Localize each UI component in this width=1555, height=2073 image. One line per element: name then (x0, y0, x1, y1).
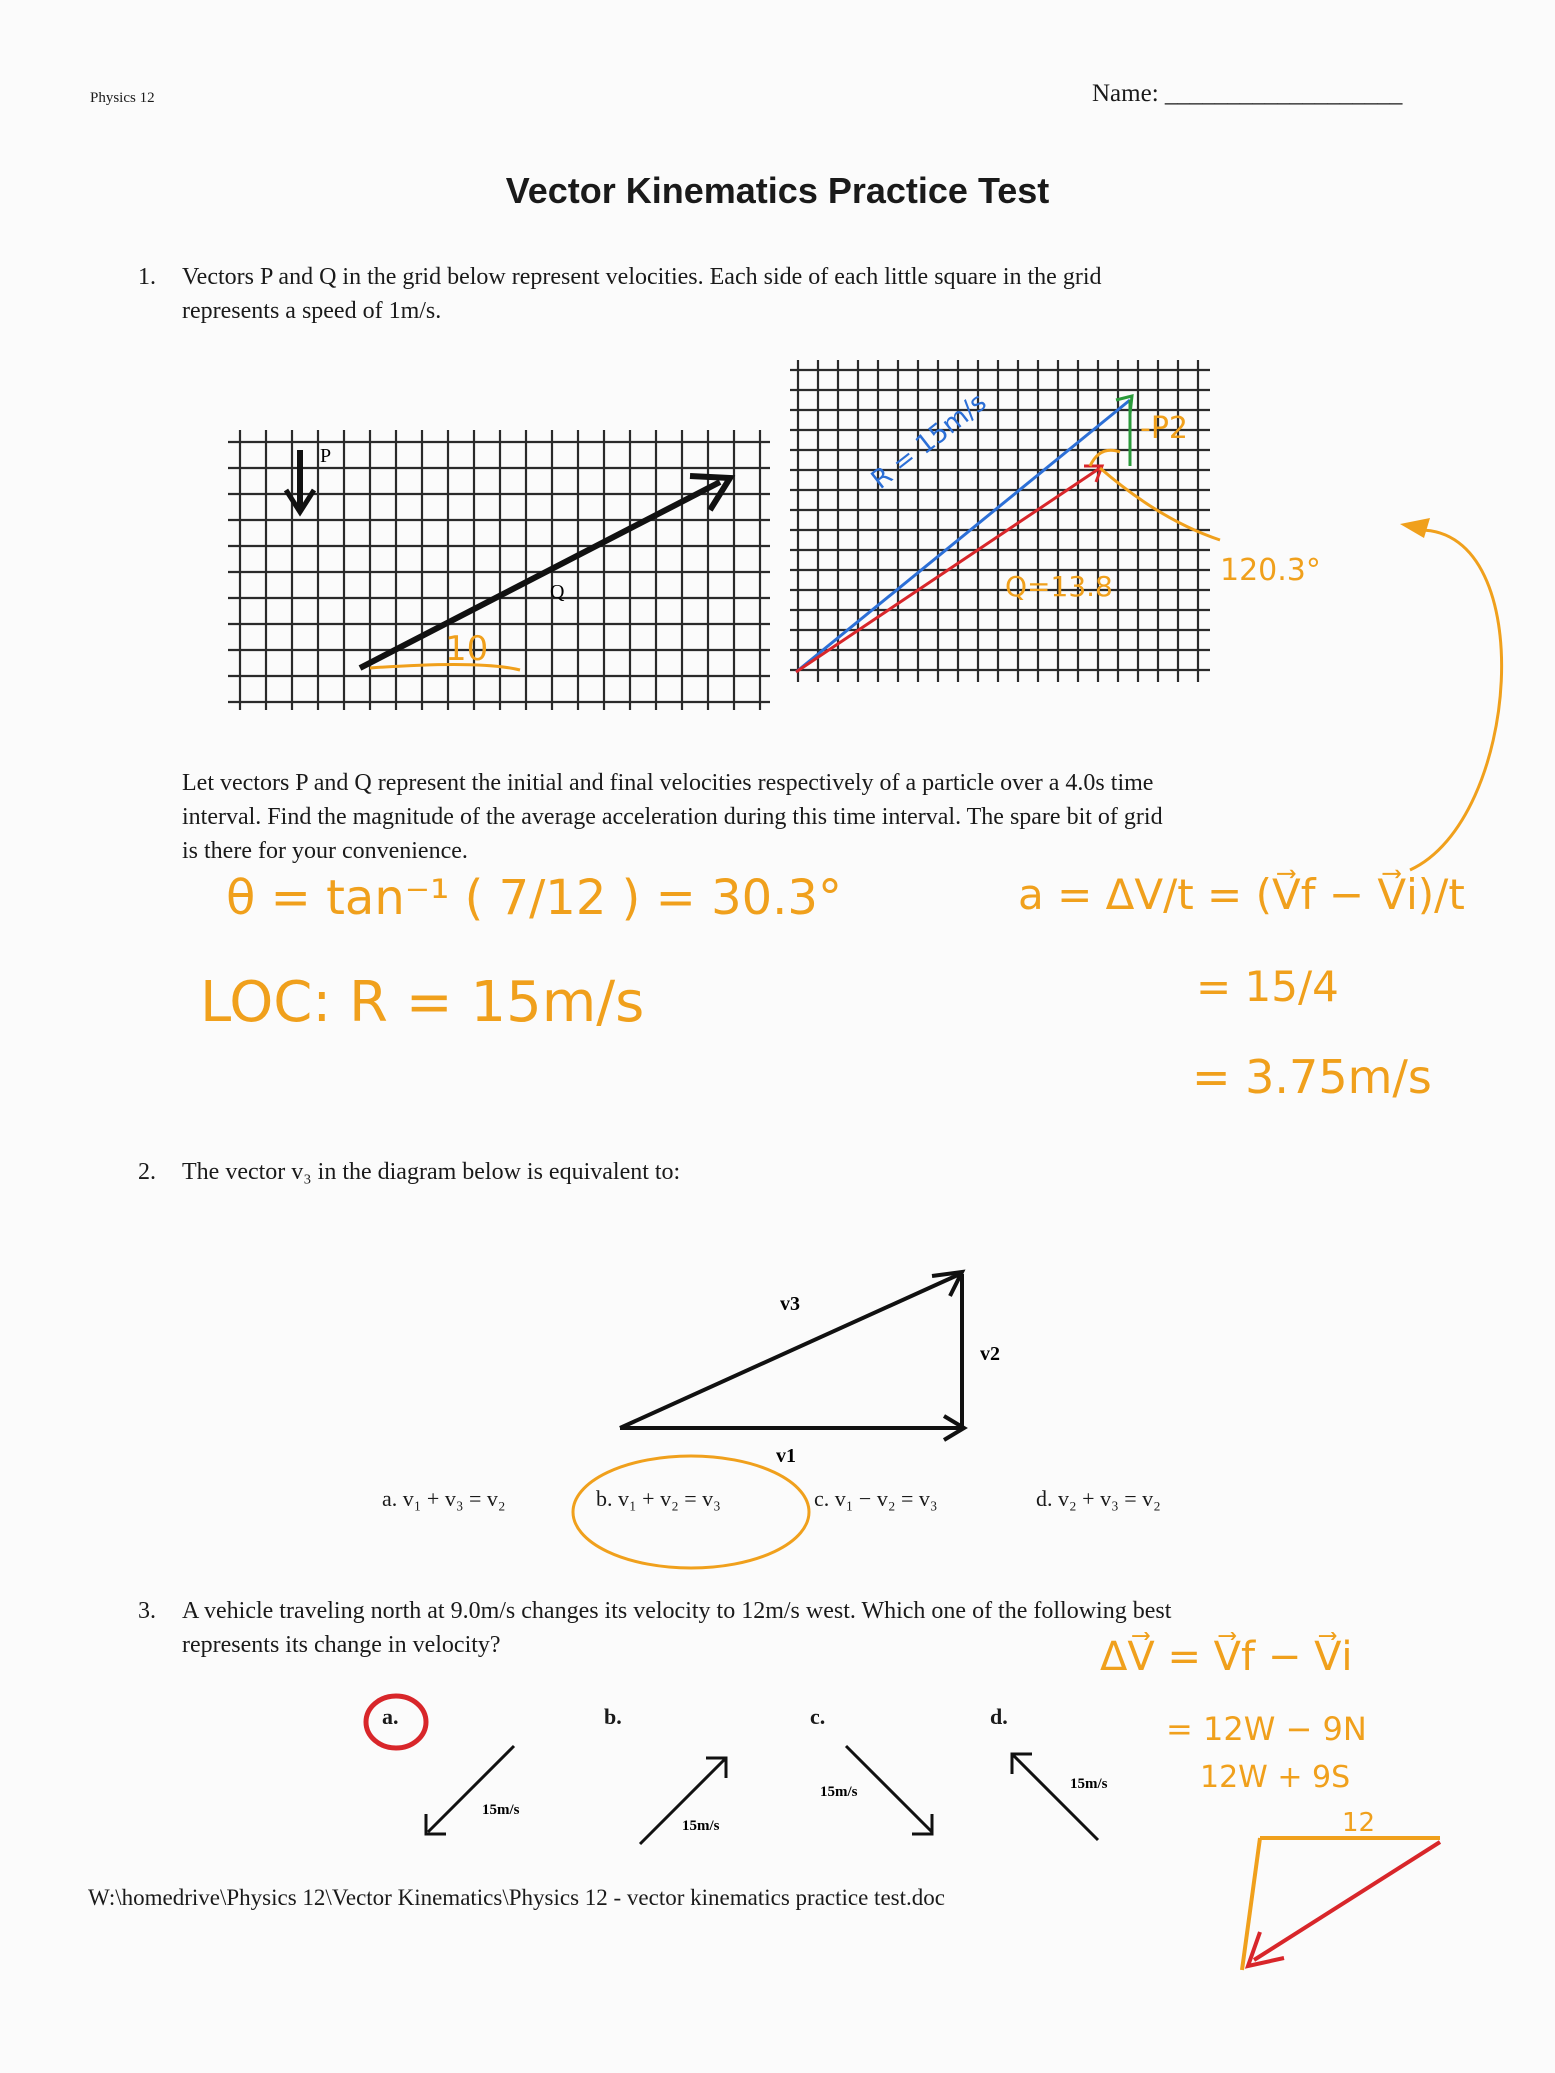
arrow-c (846, 1746, 932, 1832)
q-hand-label: Q=13.8 (1005, 570, 1113, 603)
vector-q-line (360, 482, 720, 668)
q1-para-1: Let vectors P and Q represent the initial and final velocities respectively of a particle over a 4.0s time (182, 770, 1154, 796)
q3-text-1: A vehicle traveling north at 9.0m/s changes its velocity to 12m/s west. Which one of the following best (182, 1598, 1172, 1624)
q2-vector-diagram (600, 1250, 1020, 1480)
hand-accel-equation: a = ΔV/t = (V⃗f − V⃗i)/t (1018, 870, 1465, 919)
hand-theta-equation: θ = tan⁻¹ ( 7/12 ) = 30.3° (226, 870, 842, 926)
arrow-d (1012, 1754, 1098, 1840)
theta-mark: 10 (445, 629, 489, 669)
arrow-d-label: 15m/s (1070, 1776, 1108, 1792)
q2-option-c: c. v₁ − v₂ = v₃ (814, 1486, 938, 1511)
neg-p-hand-label: -P2 (1140, 411, 1189, 446)
arrow-a-label: 15m/s (482, 1802, 520, 1818)
v2-label: v2 (980, 1343, 1000, 1365)
q2-option-a: a. v₁ + v₃ = v₂ (382, 1486, 506, 1511)
hand-loc-equation: LOC: R = 15m/s (200, 970, 645, 1035)
v3-label: v3 (780, 1293, 800, 1315)
r-hand-label: R = 15m/s (865, 387, 993, 496)
course-label: Physics 12 (90, 90, 155, 106)
angle-hand-label: 120.3° (1220, 553, 1321, 588)
vector-r-line (796, 400, 1130, 672)
q2-option-b: b. v₁ + v₂ = v₃ (596, 1486, 721, 1511)
page-title: Vector Kinematics Practice Test (505, 170, 1050, 211)
footer-filepath: W:\homedrive\Physics 12\Vector Kinematics\Physics 12 - vector kinematics practice test.doc (88, 1885, 945, 1910)
q3-option-b: b. (604, 1704, 622, 1729)
hand-dv-line3: 12W + 9S (1200, 1760, 1351, 1795)
q3-option-a: a. (382, 1704, 399, 1729)
q3-number: 3. (138, 1598, 156, 1624)
q2-text: The vector v₃ in the diagram below is equivalent to: (182, 1159, 681, 1185)
hand-dv-12: 12 (1342, 1808, 1376, 1838)
hand-dv-equation: ΔV⃗ = V⃗f − V⃗i (1100, 1634, 1353, 1680)
hand-accel-line2: = 15/4 (1196, 962, 1339, 1011)
q2-number: 2. (138, 1159, 156, 1185)
hand-accel-result: = 3.75m/s (1192, 1050, 1432, 1104)
q3-text-2: represents its change in velocity? (182, 1632, 501, 1658)
q2-answer-circle (566, 1450, 816, 1580)
hand-bracket-arrow (1360, 500, 1550, 900)
hand-dv-sketch (1220, 1820, 1460, 1990)
q3-option-d: d. (990, 1704, 1008, 1729)
hand-dv-line2: = 12W − 9N (1166, 1710, 1367, 1748)
vector-p-label: P (320, 445, 332, 467)
name-field: Name: ___________________ (1092, 80, 1403, 107)
q1-para-2: interval. Find the magnitude of the average acceleration during this time interval. The spare bit of grid (182, 804, 1163, 830)
q1-grid-right (790, 360, 1330, 700)
arrow-b-label: 15m/s (682, 1818, 720, 1834)
arrow-a (428, 1746, 514, 1832)
v1-label: v1 (776, 1445, 796, 1467)
q3-option-arrows (400, 1730, 1160, 1860)
q1-grid-left (220, 420, 770, 710)
q2-option-d: d. v₂ + v₃ = v₂ (1036, 1486, 1161, 1511)
vector-q-label: Q (550, 581, 565, 603)
q3-option-c: c. (810, 1704, 826, 1729)
q1-text-2: represents a speed of 1m/s. (182, 298, 442, 324)
q1-text-1: Vectors P and Q in the grid below represent velocities. Each side of each little square in the grid (182, 264, 1102, 290)
q1-para-3: is there for your convenience. (182, 838, 468, 864)
arrow-c-label: 15m/s (820, 1784, 858, 1800)
q1-number: 1. (138, 264, 156, 290)
angle-arc (1090, 450, 1120, 466)
